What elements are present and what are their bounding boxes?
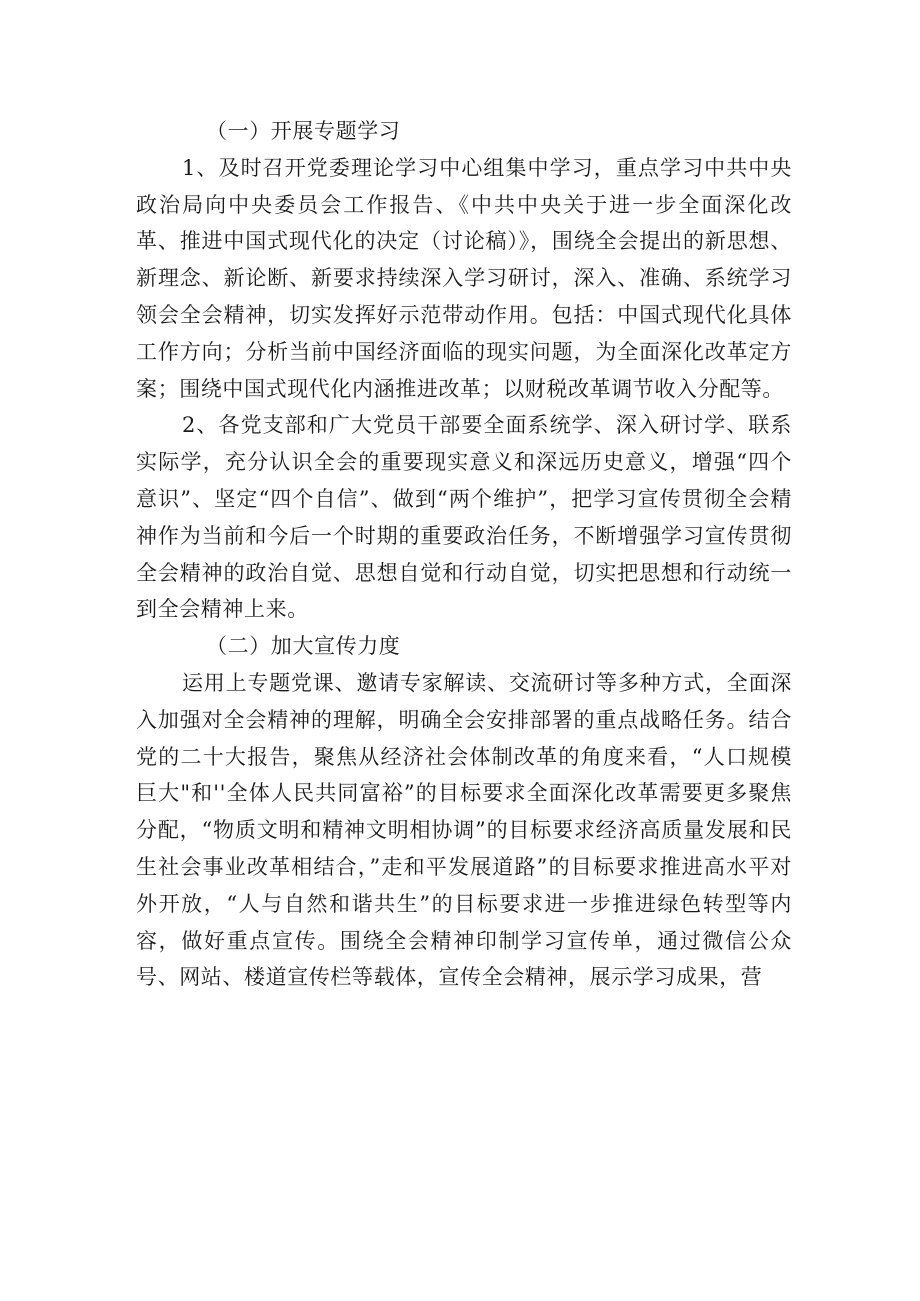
paragraph-2: 2、各党支部和广大党员干部要全面系统学、深入研讨学、联系实际学，充分认识全会的重要现实意义和深远历史意义，增强“四个意识”、坚定“四个自信”、做到“两个维护”，把学习宣传贯彻全会精神作为当前和今后一个时期的重要政治任务，不断增强学习宣传贯彻全会精神的政治自觉、思想自觉和行动自觉，切实把思想和行动统一到全会精神上来。 [136,413,792,622]
section-heading-2: （二）加大宣传力度 [206,634,401,659]
paragraph-3: 运用上专题党课、邀请专家解读、交流研讨等多种方式，全面深入加强对全会精神的理解，明确全会安排部署的重点战略任务。结合党的二十大报告，聚焦从经济社会体制改革的角度来看，“人口规模巨大"和''全体人民共同富裕”的目标要求全面深化改革需要更多聚焦分配，“物质文明和精神文明相协调”的目标要求经济高质量发展和民生社会事业改革相结合，”走和平发展道路”的目标要求推进高水平对外开放，“人与自然和谐共生”的目标要求进一步推进绿色转型等内容，做好重点宣传。围绕全会精神印制学习宣传单，通过微信公众号、网站、楼道宣传栏等载体，宣传全会精神，展示学习成果，营 [136,670,792,990]
paragraph-1: 1、及时召开党委理论学习中心组集中学习，重点学习中共中央政治局向中央委员会工作报告、《中共中央关于进一步全面深化改革、推进中国式现代化的决定（讨论稿）》，围绕全会提出的新思想、新理念、新论断、新要求持续深入学习研讨，深入、准确、系统学习领会全会精神，切实发挥好示范带动作用。包括：中国式现代化具体工作方向；分析当前中国经济面临的现实问题，为全面深化改革定方案；围绕中国式现代化内涵推进改革；以财税改革调节收入分配等。 [136,155,792,401]
document-body [136,113,792,996]
section-heading-1: （一）开展专题学习 [206,119,401,143]
